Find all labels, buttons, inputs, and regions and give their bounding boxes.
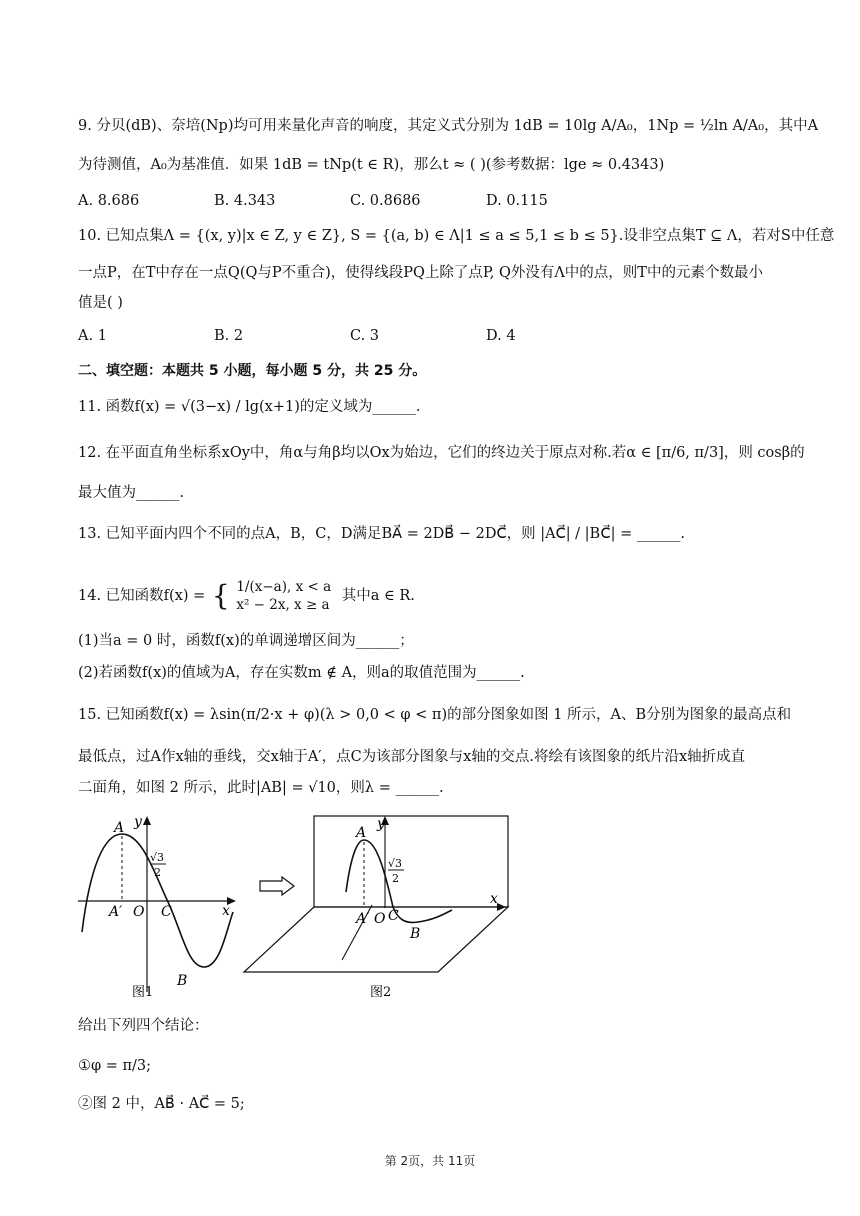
q15-line3: 二面角，如图 2 所示，此时|AB| = √10，则λ = ______. xyxy=(78,780,444,796)
q9-option-a[interactable]: A. 8.686 xyxy=(78,193,140,209)
fig1-label-B: B xyxy=(177,973,188,989)
q10-line1: 10. 已知点集Λ = {(x, y)|x ∈ Z, y ∈ Z}, S = {(a, b) ∈ Λ|1 ≤ a ≤ 5,1 ≤ b ≤ 5}.设非空点集T ⊆ Λ，若对S中任意 xyxy=(78,228,835,244)
q12-line1: 12. 在平面直角坐标系xOy中，角α与角β均以Ox为始边，它们的终边关于原点对称.若α ∈ [π/6, π/3]，则 cosβ的 xyxy=(78,445,805,461)
q15-conclusion-1: ①φ = π/3; xyxy=(78,1058,152,1074)
q12-line2: 最大值为______. xyxy=(78,485,185,501)
q10-line3: 值是( ) xyxy=(78,295,123,311)
fig2-label-O: O xyxy=(374,911,386,927)
q15-line1: 15. 已知函数f(x) = λsin(π/2·x + φ)(λ > 0,0 < φ < π)的部分图象如图 1 所示，A、B分别为图象的最高点和 xyxy=(78,707,792,723)
q9-option-b[interactable]: B. 4.343 xyxy=(214,193,276,209)
q15-conclusions-intro: 给出下列四个结论： xyxy=(78,1018,209,1034)
fig1-caption: 图1 xyxy=(132,985,154,1000)
fig2-label-Aprime: A′ xyxy=(356,911,370,927)
fig2-label-two: 2 xyxy=(392,872,399,885)
q13: 13. 已知平面内四个不同的点A，B，C，D满足BA⃗ = 2DB⃗ − 2DC⃗，则 |AC⃗| / |BC⃗| = ______. xyxy=(78,526,685,542)
fig1-label-O: O xyxy=(133,904,145,920)
fig1-label-Aprime: A′ xyxy=(109,904,123,920)
fig1-label-y: y xyxy=(134,814,142,830)
q10-line2: 一点P，在T中存在一点Q(Q与P不重合)，使得线段PQ上除了点P, Q外没有Λ中的点，则T中的元素个数最小 xyxy=(78,265,763,281)
fig2-caption: 图2 xyxy=(370,985,392,1000)
q14-cases xyxy=(236,578,331,614)
fig2-label-x: x xyxy=(490,891,498,907)
q14-part1: (1)当a = 0 时，函数f(x)的单调递增区间为______； xyxy=(78,633,414,649)
fig1-label-sqrt3: √3 xyxy=(150,851,165,864)
q10-option-b[interactable]: B. 2 xyxy=(214,328,244,344)
fig2-label-B: B xyxy=(410,926,421,942)
fig1-label-C: C xyxy=(161,904,172,920)
q14-stem-pre: 14. 已知函数f(x) = xyxy=(78,588,206,604)
q10-option-d[interactable]: D. 4 xyxy=(486,328,516,344)
figure-1-graph xyxy=(76,812,246,1002)
q11: 11. 函数f(x) = √(3−x) / lg(x+1)的定义域为______. xyxy=(78,399,421,415)
q10-options xyxy=(78,325,790,347)
fig2-label-sqrt3: √3 xyxy=(388,857,403,870)
fig1-label-two: 2 xyxy=(154,866,161,879)
q14-brace: { xyxy=(211,579,230,612)
q14-case2: x² − 2x, x ≥ a xyxy=(236,597,330,613)
q9-line1: 9. 分贝(dB)、奈培(Np)均可用来量化声音的响度，其定义式分别为 1dB = 10lg A/A₀，1Np = ½ln A/A₀，其中A xyxy=(78,118,819,134)
page-footer: 第 2页，共 11页 xyxy=(384,1154,476,1168)
fig2-label-y: y xyxy=(377,816,385,832)
q10-option-c[interactable]: C. 3 xyxy=(350,328,380,344)
q9-line2: 为待测值，A₀为基准值．如果 1dB = tNp(t ∈ R)，那么t ≈ ( )(参考数据：lge ≈ 0.4343) xyxy=(78,157,665,173)
fig1-y-arrow xyxy=(143,816,151,825)
q15-conclusion-2: ②图 2 中，AB⃗ · AC⃗ = 5; xyxy=(78,1096,245,1112)
q14-stem-post: 其中a ∈ R. xyxy=(341,588,415,604)
fig2-curve-upper xyxy=(346,840,393,907)
q9-option-c[interactable]: C. 0.8686 xyxy=(350,193,421,209)
fig2-label-C: C xyxy=(388,908,399,924)
q10-option-a[interactable]: A. 1 xyxy=(78,328,107,344)
fig1-label-A: A xyxy=(114,820,125,836)
q9-option-d[interactable]: D. 0.115 xyxy=(486,193,548,209)
q14-part2: (2)若函数f(x)的值域为A，存在实数m ∉ A，则a的取值范围为______. xyxy=(78,665,525,681)
q14-case1: 1/(x−a), x < a xyxy=(236,579,332,595)
fig1-label-x: x xyxy=(222,903,230,919)
figure-2-graph xyxy=(238,812,528,1002)
q15-line2: 最低点，过A作x轴的垂线，交x轴于A′，点C为该部分图象与x轴的交点.将绘有该图象的纸片沿x轴折成直 xyxy=(78,749,746,765)
fig2-curve-lower xyxy=(393,907,452,922)
figure-1 xyxy=(76,812,246,1002)
q9-options xyxy=(78,190,790,212)
fig2-vertical-plane xyxy=(314,816,508,907)
figure-2 xyxy=(238,812,528,1002)
fig2-label-A: A xyxy=(356,825,367,841)
q14-stem xyxy=(78,576,790,618)
section-fill-in-heading: 二、填空题：本题共 5 小题，每小题 5 分，共 25 分。 xyxy=(78,363,427,379)
